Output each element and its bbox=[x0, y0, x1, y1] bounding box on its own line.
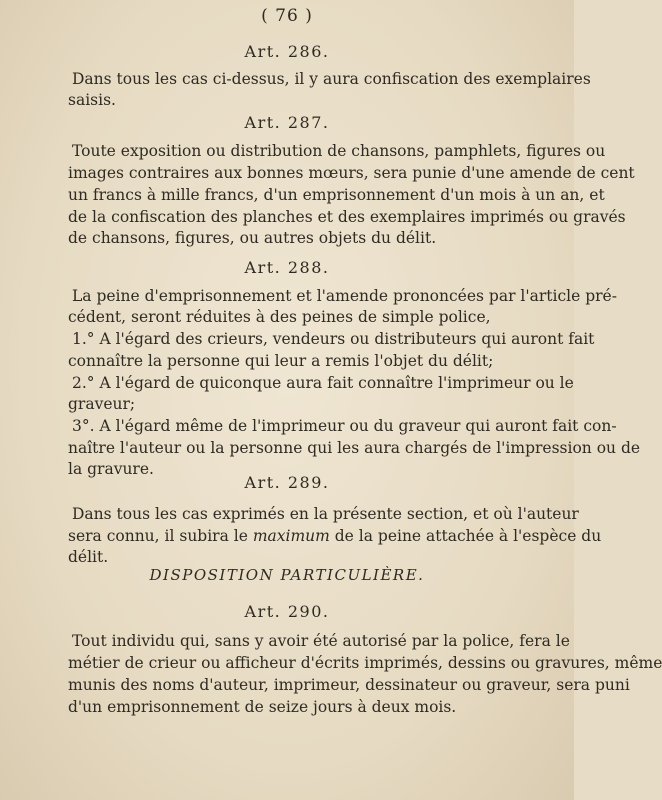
article-286-line: Dans tous les cas ci-dessus, il y aura confiscation des exemplaires bbox=[72, 70, 591, 88]
article-287-line: images contraires aux bonnes mœurs, sera punie d'une amende de cent bbox=[68, 164, 635, 182]
article-287-title: Art. 287. bbox=[244, 113, 330, 132]
article-288-line: cédent, seront réduites à des peines de simple police, bbox=[68, 308, 491, 326]
article-289-text: sera connu, il subira le bbox=[68, 527, 253, 545]
page-number: ( 76 ) bbox=[261, 6, 313, 26]
article-289-title: Art. 289. bbox=[244, 473, 330, 492]
article-288-line: naître l'auteur ou la personne qui les aura chargés de l'impression ou de bbox=[68, 439, 641, 457]
article-289-line: délit. bbox=[68, 548, 109, 566]
article-287-line: de la confiscation des planches et des exemplaires imprimés ou gravés bbox=[68, 208, 626, 226]
article-287-line: de chansons, figures, ou autres objets du délit. bbox=[68, 229, 437, 247]
article-286-line: saisis. bbox=[68, 91, 116, 109]
article-288-line: 2.° A l'égard de quiconque aura fait connaître l'imprimeur ou le bbox=[72, 374, 574, 392]
article-288-line: graveur; bbox=[68, 395, 136, 413]
article-288-line: la gravure. bbox=[68, 460, 154, 478]
article-286-title: Art. 286. bbox=[244, 42, 330, 61]
article-290-line: Tout individu qui, sans y avoir été autorisé par la police, fera le bbox=[72, 632, 570, 650]
article-287-line: Toute exposition ou distribution de chansons, pamphlets, figures ou bbox=[72, 142, 606, 160]
article-290-line: métier de crieur ou afficheur d'écrits imprimés, dessins ou gravures, même bbox=[68, 654, 662, 672]
article-289-line bbox=[68, 525, 602, 547]
article-288-line: La peine d'emprisonnement et l'amende prononcées par l'article pré- bbox=[72, 287, 617, 305]
section-heading: DISPOSITION PARTICULIÈRE. bbox=[149, 566, 425, 584]
article-289-text: de la peine attachée à l'espèce du bbox=[329, 527, 602, 545]
article-289-emphasis: maximum bbox=[252, 527, 330, 545]
article-290-line: munis des noms d'auteur, imprimeur, dessinateur ou graveur, sera puni bbox=[68, 676, 630, 694]
article-288-line: 3°. A l'égard même de l'imprimeur ou du graveur qui auront fait con- bbox=[72, 417, 617, 435]
article-288-line: connaître la personne qui leur a remis l'objet du délit; bbox=[68, 352, 494, 370]
article-287-line: un francs à mille francs, d'un emprisonnement d'un mois à un an, et bbox=[68, 186, 605, 204]
article-288-title: Art. 288. bbox=[244, 258, 330, 277]
article-288-line: 1.° A l'égard des crieurs, vendeurs ou distributeurs qui auront fait bbox=[72, 330, 595, 348]
article-290-title: Art. 290. bbox=[244, 602, 330, 621]
article-289-line: Dans tous les cas exprimés en la présente section, et où l'auteur bbox=[72, 505, 579, 523]
article-290-line: d'un emprisonnement de seize jours à deux mois. bbox=[68, 698, 457, 716]
